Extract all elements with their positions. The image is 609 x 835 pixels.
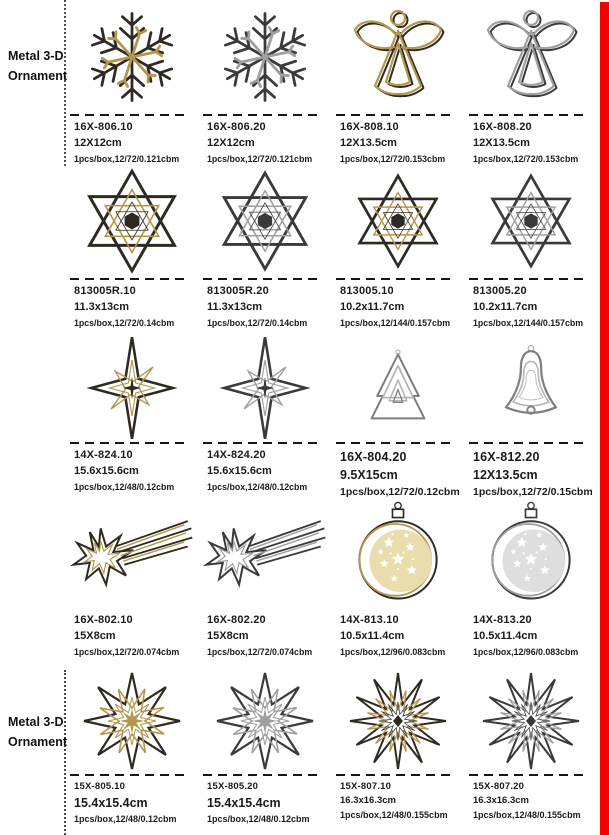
product-size: 15.4x15.4cm [74, 795, 148, 810]
product-cell [201, 166, 334, 336]
eight-point-star-ornament-icon [201, 670, 328, 772]
product-row-4 [68, 503, 600, 670]
six-point-star-ornament-icon [201, 166, 328, 276]
product-code: 14X-824.20 [207, 449, 266, 461]
product-code: 14X-824.10 [74, 449, 133, 461]
product-size: 12X12cm [74, 137, 122, 149]
product-code: 813005R.10 [74, 285, 136, 297]
product-size: 15.6x15.6cm [74, 464, 139, 477]
product-cell [68, 166, 201, 336]
bethlehem-star-ornament-icon [68, 336, 195, 440]
dashed-separator [469, 774, 586, 776]
section-label-line1: Metal 3-D [8, 49, 64, 63]
product-cell [467, 166, 600, 336]
product-size: 12X12cm [207, 137, 255, 149]
product-code: 15X-807.10 [340, 781, 392, 792]
six-point-star-ornament-icon [467, 166, 594, 276]
angel-ornament-icon [334, 2, 461, 112]
dashed-separator [203, 278, 320, 280]
product-packing: 1pcs/box,12/144/0.157cbm [340, 317, 451, 328]
dashed-separator [469, 442, 586, 444]
product-code: 15X-807.20 [473, 781, 525, 792]
product-size: 9.5X15cm [340, 468, 398, 483]
product-code: 16X-808.10 [340, 121, 399, 134]
product-cell [201, 503, 334, 670]
product-packing: 1pcs/box,12/72/0.12cbm [340, 486, 460, 499]
product-code: 16X-804.20 [340, 450, 407, 464]
section-label-line1: Metal 3-D [8, 715, 64, 729]
product-packing: 1pcs/box,12/72/0.153cbm [340, 153, 446, 164]
ball-ornament-icon [467, 503, 594, 601]
dashed-separator [70, 442, 187, 444]
product-cell [201, 336, 334, 503]
product-cell [334, 336, 467, 503]
product-code: 16X-802.20 [207, 614, 266, 626]
starburst-ornament-icon [334, 670, 461, 772]
product-code: 15X-805.20 [207, 781, 259, 792]
product-size: 10.5x11.4cm [473, 629, 538, 642]
product-size: 10.5x11.4cm [340, 629, 405, 642]
snowflake-ornament-icon [68, 2, 195, 112]
red-edge-bar [600, 2, 609, 835]
product-size: 10.2x11.7cm [473, 300, 538, 313]
product-code: 14X-813.10 [340, 614, 399, 626]
product-code: 16X-802.10 [74, 614, 133, 626]
product-size: 15.6x15.6cm [207, 464, 272, 477]
section-label-line2: Ornament [8, 735, 68, 749]
product-row-1 [68, 2, 600, 166]
product-size: 16.3x16.3cm [473, 794, 529, 806]
product-code: 14X-813.20 [473, 614, 532, 626]
section-label-top [8, 46, 66, 86]
product-cell [467, 503, 600, 670]
product-size: 15.4x15.4cm [207, 795, 281, 810]
product-packing: 1pcs/box,12/144/0.157cbm [473, 317, 584, 328]
product-packing: 1pcs/box,12/48/0.12cbm [74, 813, 177, 824]
product-packing: 1pcs/box,12/72/0.121cbm [74, 153, 180, 164]
section-label-bottom [8, 712, 66, 752]
product-cell [68, 336, 201, 503]
shooting-star-ornament-icon [201, 503, 328, 601]
eight-point-star-ornament-icon [68, 670, 195, 772]
product-size: 11.3x13cm [74, 300, 130, 313]
product-cell [467, 2, 600, 166]
product-size: 12X13.5cm [473, 137, 530, 149]
product-code: 16X-806.20 [207, 121, 266, 134]
dashed-separator [469, 278, 586, 280]
bell-ornament-icon [467, 336, 594, 440]
product-code: 813005R.20 [207, 285, 269, 297]
dashed-separator [70, 774, 187, 776]
product-cell [334, 670, 467, 835]
dashed-separator [336, 774, 453, 776]
bethlehem-star-ornament-icon [201, 336, 328, 440]
dashed-separator [203, 442, 320, 444]
product-cell [68, 670, 201, 835]
product-cell [201, 670, 334, 835]
six-point-star-ornament-icon [334, 166, 461, 276]
product-packing: 1pcs/box,12/72/0.14cbm [74, 317, 175, 328]
product-packing: 1pcs/box,12/96/0.083cbm [340, 646, 446, 657]
section-label-line2: Ornament [8, 69, 68, 83]
product-packing: 1pcs/box,12/48/0.12cbm [207, 481, 308, 492]
product-cell [68, 503, 201, 670]
angel-ornament-icon [467, 2, 594, 112]
tree-ornament-icon [334, 336, 461, 440]
dashed-separator [336, 278, 453, 280]
product-packing: 1pcs/box,12/72/0.074cbm [207, 646, 313, 657]
product-packing: 1pcs/box,12/48/0.155cbm [473, 809, 581, 820]
product-cell [68, 2, 201, 166]
product-packing: 1pcs/box,12/72/0.121cbm [207, 153, 313, 164]
dashed-separator [336, 114, 453, 116]
dotted-divider-bottom [64, 670, 66, 835]
product-packing: 1pcs/box,12/72/0.074cbm [74, 646, 180, 657]
ball-ornament-icon [334, 503, 461, 601]
product-packing: 1pcs/box,12/72/0.15cbm [473, 486, 593, 499]
product-code: 813005.20 [473, 285, 527, 297]
shooting-star-ornament-icon [68, 503, 195, 601]
product-packing: 1pcs/box,12/48/0.12cbm [74, 481, 175, 492]
product-code: 813005.10 [340, 285, 394, 297]
product-size: 15X8cm [207, 629, 249, 642]
product-packing: 1pcs/box,12/48/0.12cbm [207, 813, 310, 824]
product-code: 16X-812.20 [473, 450, 540, 464]
product-code: 15X-805.10 [74, 781, 126, 792]
dashed-separator [203, 114, 320, 116]
product-cell [334, 166, 467, 336]
product-packing: 1pcs/box,12/72/0.14cbm [207, 317, 308, 328]
product-packing: 1pcs/box,12/96/0.083cbm [473, 646, 579, 657]
product-row-5 [68, 670, 600, 835]
dashed-separator [203, 774, 320, 776]
product-code: 16X-806.10 [74, 121, 133, 134]
dashed-separator [70, 114, 187, 116]
product-packing: 1pcs/box,12/48/0.155cbm [340, 809, 448, 820]
six-point-star-ornament-icon [68, 166, 195, 276]
product-row-3 [68, 336, 600, 503]
product-size: 16.3x16.3cm [340, 794, 396, 806]
dashed-separator [469, 114, 586, 116]
product-size: 10.2x11.7cm [340, 300, 405, 313]
product-code: 16X-808.20 [473, 121, 532, 134]
product-packing: 1pcs/box,12/72/0.153cbm [473, 153, 579, 164]
product-cell [201, 2, 334, 166]
product-size: 12X13.5cm [473, 468, 538, 483]
product-cell [334, 2, 467, 166]
product-size: 15X8cm [74, 629, 116, 642]
product-cell [467, 336, 600, 503]
snowflake-ornament-icon [201, 2, 328, 112]
product-cell [467, 670, 600, 835]
product-cell [334, 503, 467, 670]
dashed-separator [336, 442, 453, 444]
product-size: 12X13.5cm [340, 137, 397, 149]
product-size: 11.3x13cm [207, 300, 263, 313]
dashed-separator [70, 278, 187, 280]
starburst-ornament-icon [467, 670, 594, 772]
product-row-2 [68, 166, 600, 336]
